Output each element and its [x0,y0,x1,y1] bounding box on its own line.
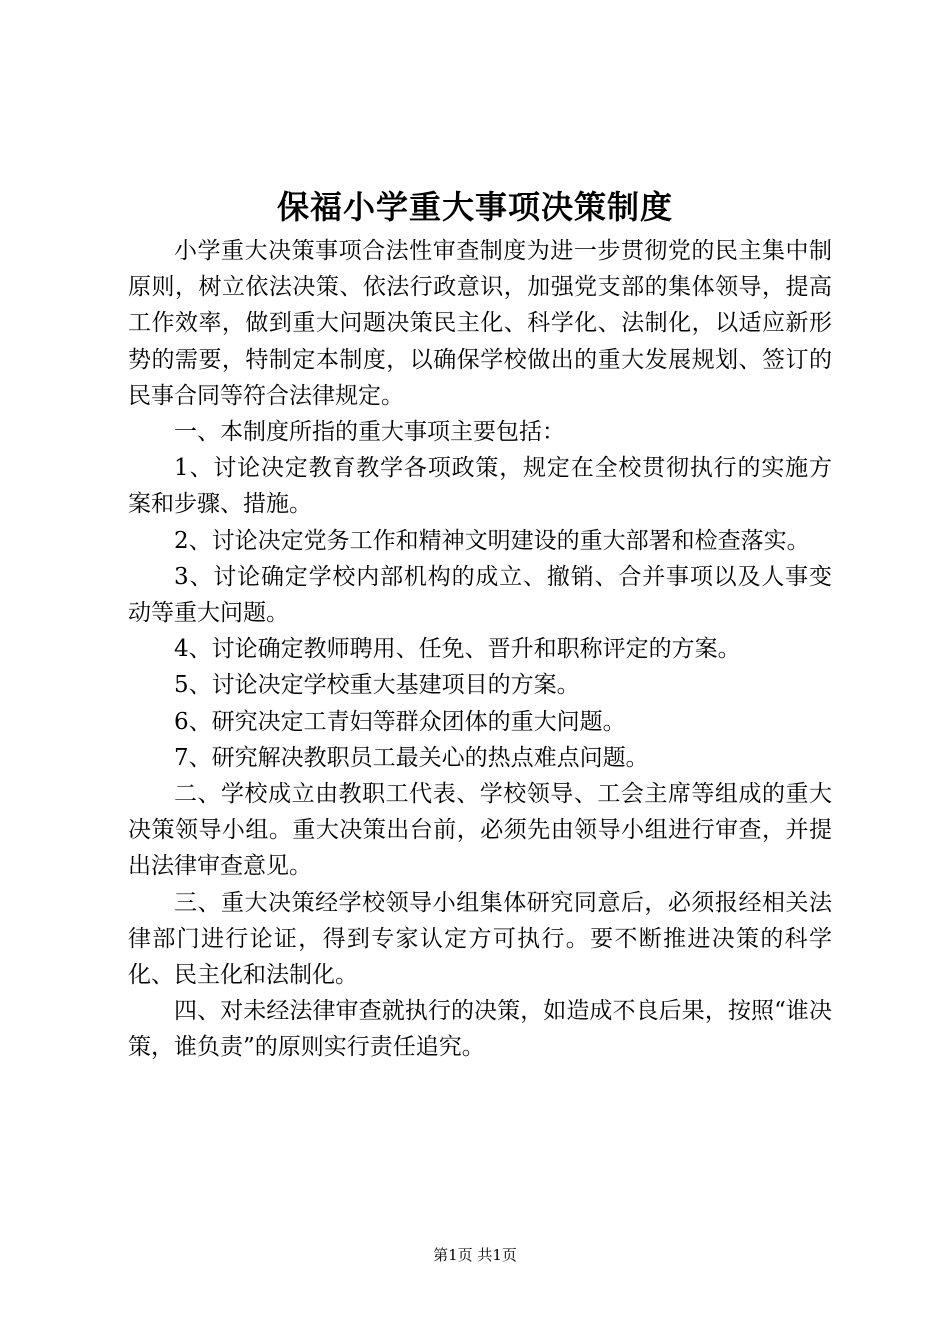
list-item-7: 7、研究解决教职员工最关心的热点难点问题。 [174,744,649,771]
document-title: 保福小学重大事项决策制度 [276,188,673,226]
intro-paragraph: 小学重大决策事项合法性审查制度为进一步贯彻党的民主集中制原则，树立依法决策、依法行政意识，加强党支部的集体领导，提高工作效率，做到重大问题决策民主化、科学化、法制化，以适应新形势的需要，特制定本制度，以确保学校做出的重大发展规划、签订的民事合同等符合法律规定。 [128,238,832,409]
section-three-paragraph: 三、重大决策经学校领导小组集体研究同意后，必须报经相关法律部门进行论证，得到专家认定方可执行。要不断推进决策的科学化、民主化和法制化。 [128,889,832,989]
list-item-1: 1、讨论决定教育教学各项政策，规定在全校贯彻执行的实施方案和步骤、措施。 [128,455,832,518]
page-footer: 第1页 共1页 [433,1246,517,1264]
list-item-6: 6、研究决定工青妇等群众团体的重大问题。 [174,708,626,735]
section-two-paragraph: 二、学校成立由教职工代表、学校领导、工会主席等组成的重大决策领导小组。重大决策出台前，必须先由领导小组进行审查，并提出法律审查意见。 [128,781,832,880]
section-four-paragraph: 四、对未经法律审查就执行的决策，如造成不良后果，按照“谁决策，谁负责”的原则实行责任追究。 [128,998,832,1061]
list-item-2: 2、讨论决定党务工作和精神文明建设的重大部署和检查落实。 [174,527,810,554]
list-item-4: 4、讨论确定教师聘用、任免、晋升和职称评定的方案。 [174,636,741,663]
list-item-5: 5、讨论决定学校重大基建项目的方案。 [174,672,580,699]
list-item-3: 3、讨论确定学校内部机构的成立、撤销、合并事项以及人事变动等重大问题。 [128,563,832,627]
section-one-heading: 一、本制度所指的重大事项主要包括： [174,419,565,446]
document-body [128,233,832,1066]
